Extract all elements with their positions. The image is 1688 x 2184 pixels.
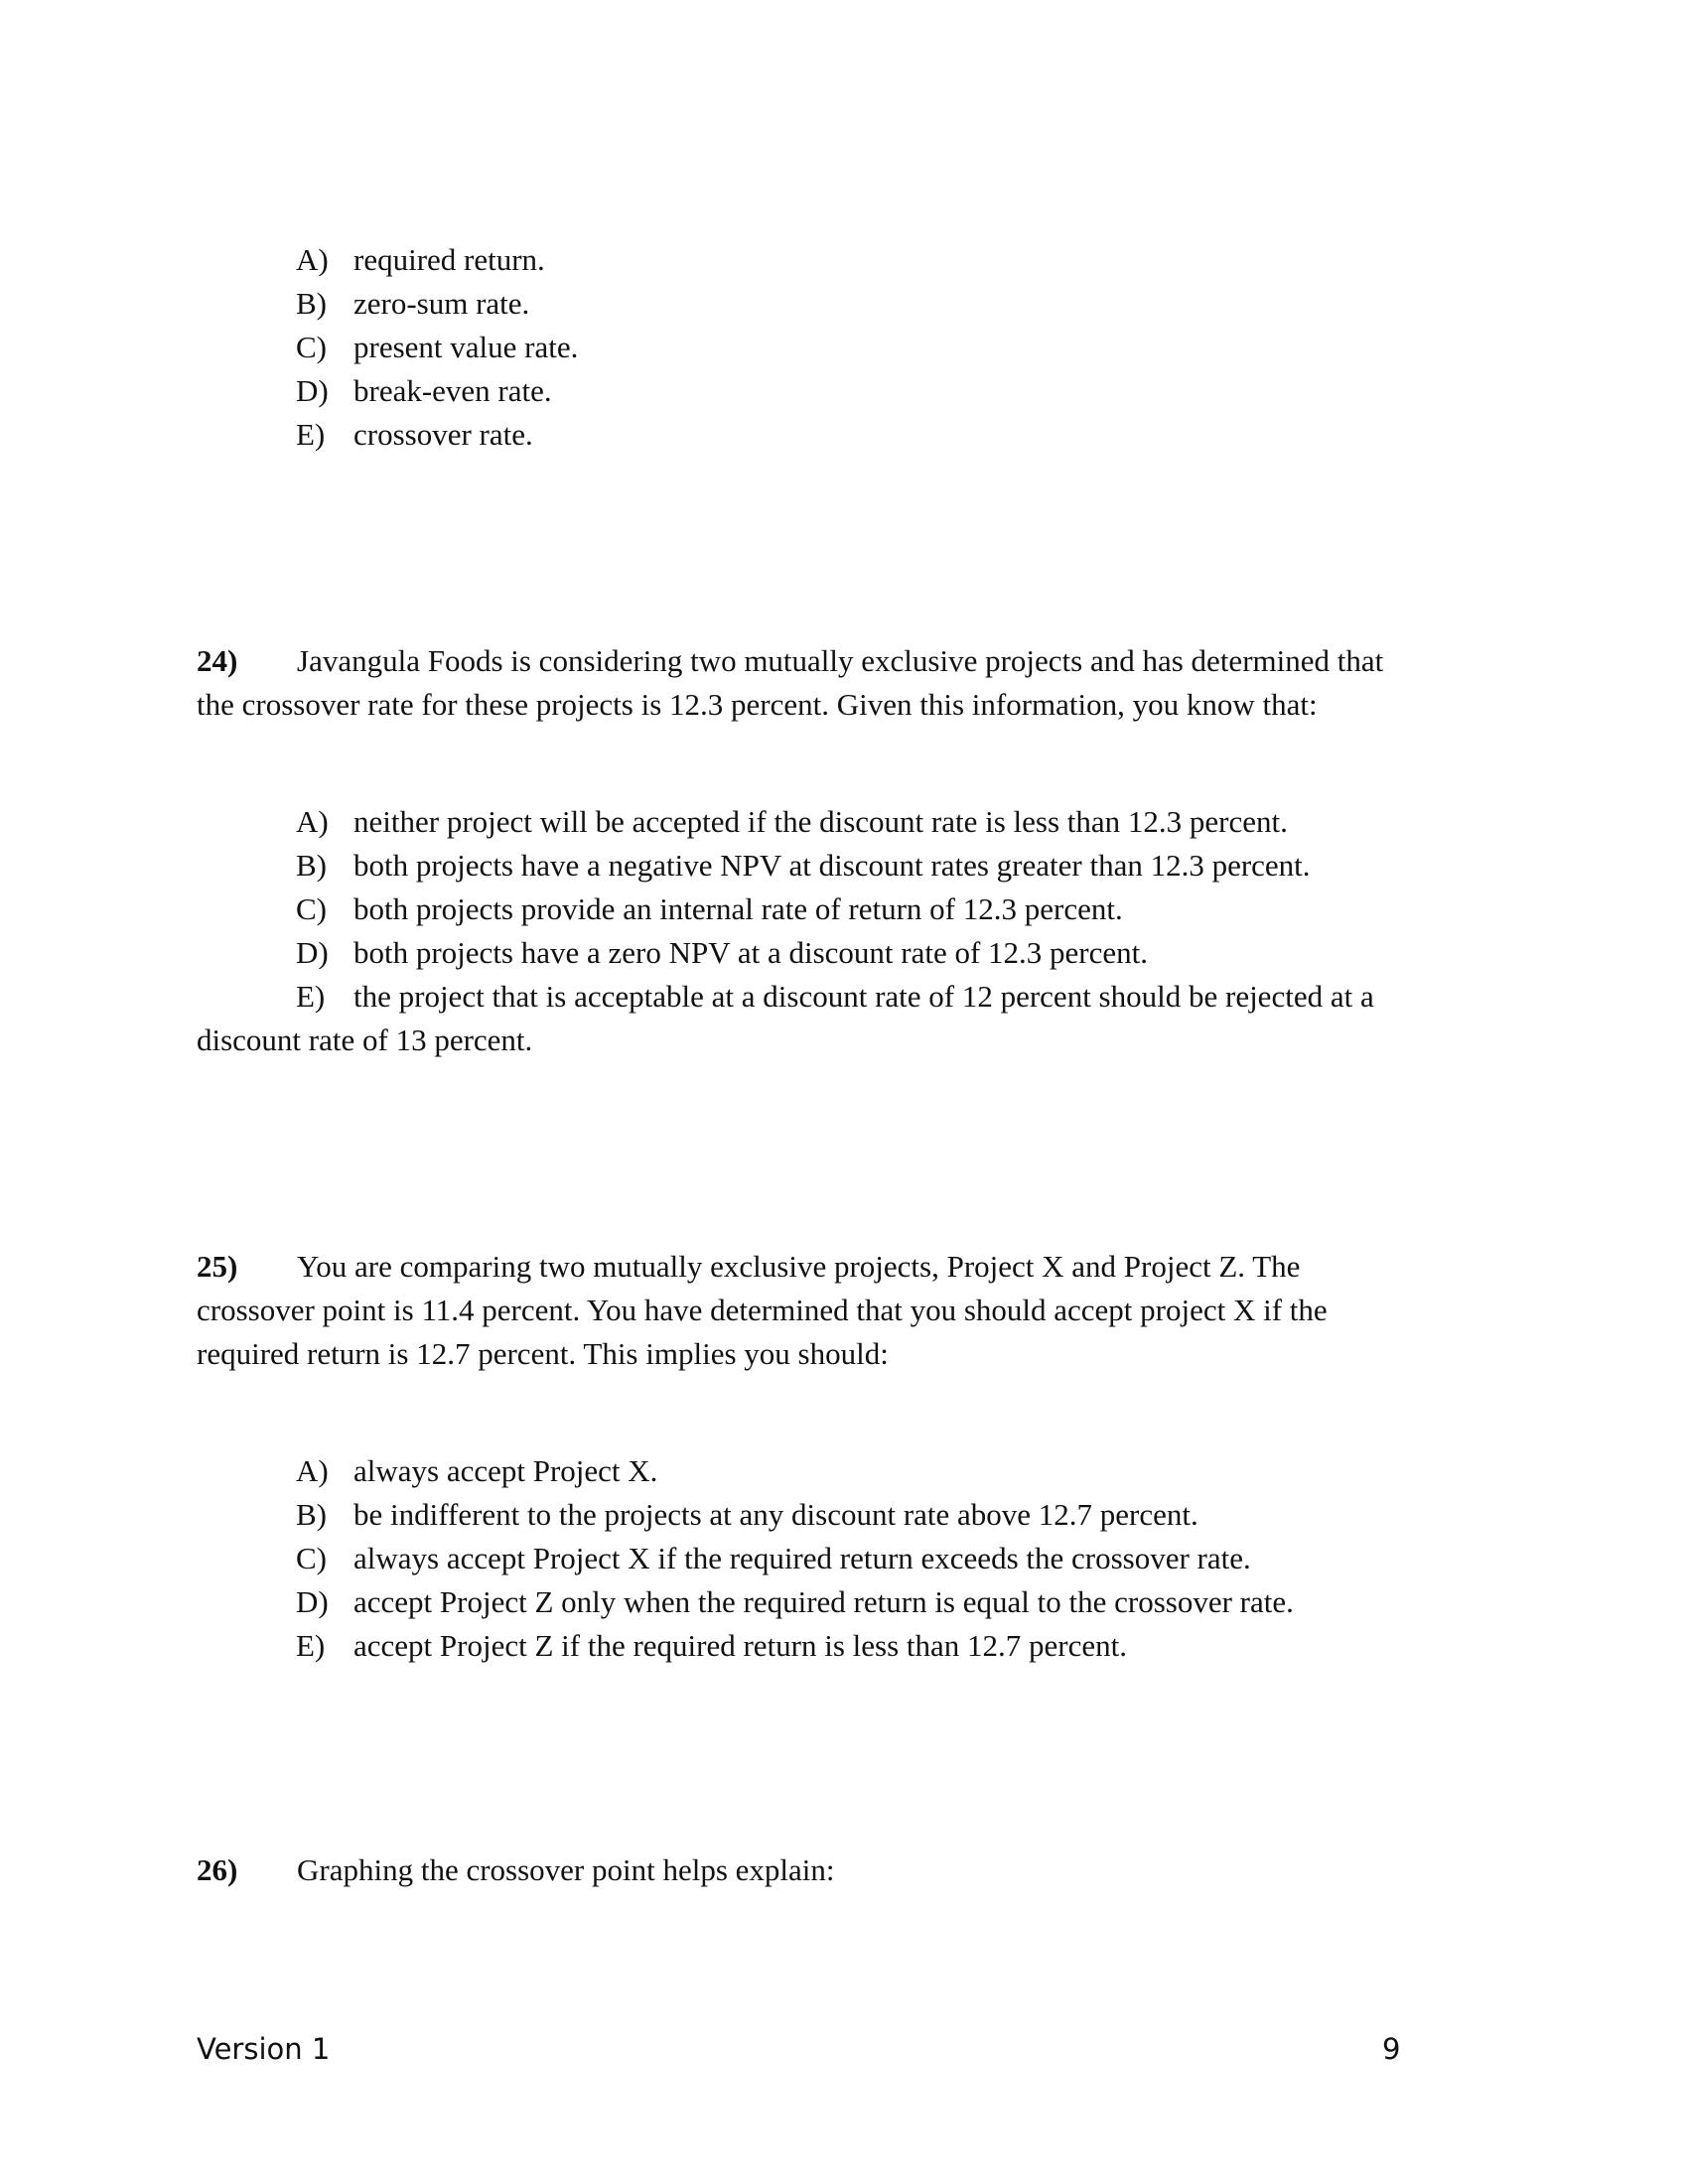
q25-option-a — [296, 1449, 657, 1493]
option-letter: D) — [296, 373, 329, 408]
q24-option-a — [296, 800, 1288, 844]
option-text: break-even rate. — [353, 373, 552, 408]
option-text: both projects provide an internal rate of return of 12.3 percent. — [353, 891, 1123, 926]
option-letter: B) — [296, 1497, 327, 1532]
q23-option-e — [296, 413, 533, 457]
option-text: present value rate. — [353, 330, 579, 364]
option-letter: E) — [296, 979, 326, 1014]
q25-option-e — [296, 1624, 1127, 1668]
q23-option-a — [296, 238, 545, 282]
option-letter: A) — [296, 1453, 329, 1488]
option-text: neither project will be accepted if the discount rate is less than 12.3 percent. — [353, 804, 1288, 839]
q25-stem-line-1 — [197, 1245, 1487, 1289]
q25-stem-line-3: required return is 12.7 percent. This implies you should: — [197, 1336, 889, 1371]
q24-option-e — [296, 975, 1374, 1019]
option-text: always accept Project X. — [353, 1453, 658, 1488]
q24-stem — [197, 639, 1487, 727]
q25-option-b — [296, 1493, 1198, 1537]
option-letter: D) — [296, 1584, 329, 1619]
option-letter: C) — [296, 330, 327, 364]
option-letter: C) — [296, 1541, 327, 1575]
q24-option-d — [296, 931, 1148, 975]
q24-option-b — [296, 844, 1311, 887]
question-number: 25) — [197, 1249, 238, 1284]
stem-text: You are comparing two mutually exclusive projects, Project X and Project Z. The — [297, 1249, 1301, 1284]
option-text: required return. — [353, 242, 545, 277]
option-letter: B) — [296, 848, 327, 883]
option-letter: C) — [296, 891, 327, 926]
q23-option-d — [296, 369, 552, 413]
question-number: 26) — [197, 1852, 238, 1887]
q24-stem-line-1 — [197, 639, 1487, 683]
option-letter: B) — [296, 286, 327, 321]
question-number: 24) — [197, 643, 238, 678]
option-letter: A) — [296, 804, 329, 839]
q24-option-e-continuation: discount rate of 13 percent. — [197, 1023, 533, 1057]
q23-option-c — [296, 326, 578, 369]
q26-stem — [197, 1848, 1487, 1892]
q25-stem — [197, 1245, 1487, 1376]
footer-version: Version 1 — [197, 2032, 331, 2066]
stem-text: Javangula Foods is considering two mutually exclusive projects and has determined that — [297, 643, 1384, 678]
q25-option-d — [296, 1580, 1294, 1624]
option-letter: A) — [296, 242, 329, 277]
stem-text: Graphing the crossover point helps explain: — [297, 1852, 835, 1887]
option-text: zero-sum rate. — [353, 286, 530, 321]
option-text: crossover rate. — [353, 417, 533, 452]
option-text: both projects have a negative NPV at discount rates greater than 12.3 percent. — [353, 848, 1311, 883]
q24-stem-line-2: the crossover rate for these projects is 12.3 percent. Given this information, you know that: — [197, 687, 1318, 722]
q24-option-c — [296, 887, 1123, 931]
q23-option-b — [296, 282, 529, 326]
option-text: both projects have a zero NPV at a discount rate of 12.3 percent. — [353, 935, 1148, 970]
q25-option-c — [296, 1537, 1251, 1580]
option-text: be indifferent to the projects at any discount rate above 12.7 percent. — [353, 1497, 1198, 1532]
option-text: accept Project Z only when the required return is equal to the crossover rate. — [353, 1584, 1294, 1619]
option-text: accept Project Z if the required return is less than 12.7 percent. — [353, 1628, 1128, 1663]
footer-page-number: 9 — [1382, 2032, 1401, 2066]
option-text: always accept Project X if the required return exceeds the crossover rate. — [353, 1541, 1251, 1575]
option-letter: D) — [296, 935, 329, 970]
option-text: the project that is acceptable at a discount rate of 12 percent should be rejected at a — [353, 979, 1374, 1014]
option-letter: E) — [296, 1628, 326, 1663]
q25-stem-line-2: crossover point is 11.4 percent. You have determined that you should accept project X if the — [197, 1293, 1328, 1327]
option-letter: E) — [296, 417, 326, 452]
